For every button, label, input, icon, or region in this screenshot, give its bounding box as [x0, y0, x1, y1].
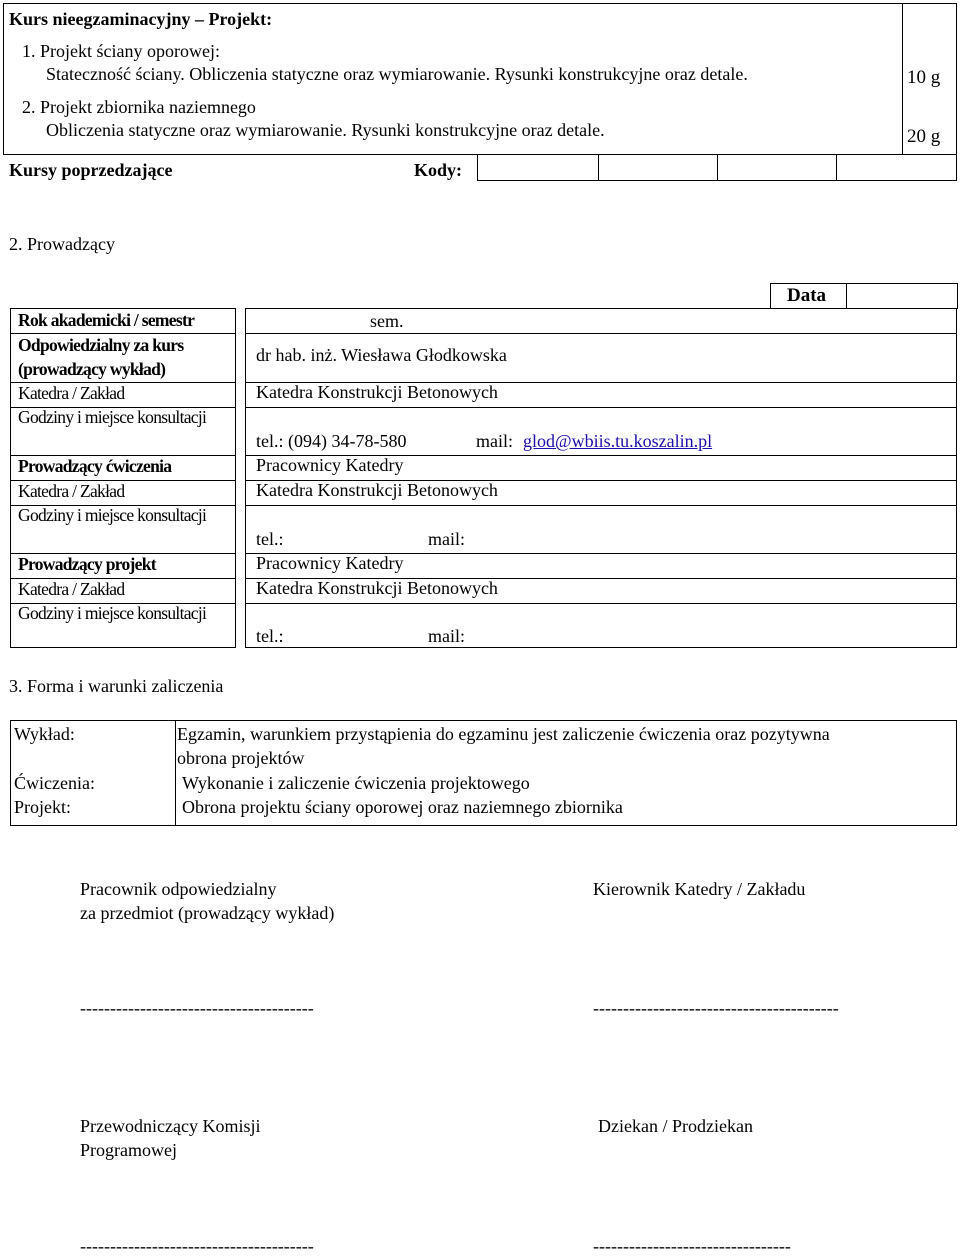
forma-divider: [175, 721, 176, 825]
section-3-title: 3. Forma i warunki zaliczenia: [9, 676, 224, 696]
dept3-label: Katedra / Zakład: [18, 579, 125, 599]
code-box-separator: [836, 155, 837, 180]
tel2: tel.:: [256, 529, 284, 549]
hours1-label: Godziny i miejsce konsultacji: [18, 407, 207, 427]
sig-dean-dash: ---------------------------------: [593, 1236, 791, 1256]
project-label: Projekt:: [14, 797, 71, 817]
exer-value: Pracownicy Katedry: [256, 455, 404, 475]
lecture-value-2: obrona projektów: [177, 748, 305, 768]
mail3-label: mail:: [428, 626, 465, 646]
dept1-label: Katedra / Zakład: [18, 383, 125, 403]
cell-year-value: [245, 308, 957, 334]
course-item-2-title: 2. Projekt zbiornika naziemnego: [22, 97, 256, 117]
exer-label: Prowadzący ćwiczenia: [18, 456, 172, 476]
course-item-2-desc: Obliczenia statyczne oraz wymiarowanie. Rysunki konstrukcyjne oraz detale.: [46, 120, 605, 140]
resp-value: dr hab. inż. Wiesława Głodkowska: [256, 345, 507, 365]
year-value: sem.: [370, 311, 404, 331]
course-header: Kurs nieegzaminacyjny – Projekt:: [9, 9, 273, 29]
sig-head-dash: -----------------------------------------: [593, 998, 839, 1018]
year-label: Rok akademicki / semestr: [18, 310, 195, 330]
sig-committee-line-1: Przewodniczący Komisji: [80, 1116, 261, 1136]
hours-value-2: 20 g: [907, 126, 941, 147]
sig-lecturer-line-2: za przedmiot (prowadzący wykład): [80, 903, 335, 923]
resp-label-2: (prowadzący wykład): [18, 359, 166, 379]
sig-lecturer-line-1: Pracownik odpowiedzialny: [80, 879, 277, 899]
codes-label: Kody:: [414, 160, 463, 180]
hours2-label: Godziny i miejsce konsultacji: [18, 505, 207, 525]
section-2-title: 2. Prowadzący: [9, 234, 115, 254]
mail1-link[interactable]: glod@wbiis.tu.koszalin.pl: [523, 431, 713, 451]
cell-hours3-value: [245, 603, 957, 648]
project-value: Obrona projektu ściany oporowej oraz naziemnego zbiornika: [182, 797, 623, 817]
tel3: tel.:: [256, 626, 284, 646]
sig-lecturer-dash: ---------------------------------------: [80, 998, 314, 1018]
exercises-label: Ćwiczenia:: [14, 773, 95, 793]
hours3-label: Godziny i miejsce konsultacji: [18, 603, 207, 623]
code-box-separator: [717, 155, 718, 180]
dept2-value: Katedra Konstrukcji Betonowych: [256, 480, 498, 500]
lecture-label: Wykład:: [14, 724, 75, 744]
tel1: tel.: (094) 34-78-580: [256, 431, 407, 451]
cell-hours2-value: [245, 505, 957, 554]
proj-value: Pracownicy Katedry: [256, 553, 404, 573]
sig-committee-line-2: Programowej: [80, 1140, 177, 1160]
mail2-label: mail:: [428, 529, 465, 549]
sig-head-line-1: Kierownik Katedry / Zakładu: [593, 879, 806, 899]
codes-input-strip: [477, 154, 957, 181]
date-value-box: [846, 283, 958, 309]
course-item-1-desc: Stateczność ściany. Obliczenia statyczne oraz wymiarowanie. Rysunki konstrukcyjne oraz detale.: [46, 64, 748, 84]
dept3-value: Katedra Konstrukcji Betonowych: [256, 578, 498, 598]
dept1-value: Katedra Konstrukcji Betonowych: [256, 382, 498, 402]
resp-label-1: Odpowiedzialny za kurs: [18, 335, 184, 355]
mail1-label: mail:: [476, 431, 513, 451]
sig-committee-dash: ---------------------------------------: [80, 1236, 314, 1256]
dept2-label: Katedra / Zakład: [18, 481, 125, 501]
code-box-separator: [598, 155, 599, 180]
proj-label: Prowadzący projekt: [18, 554, 156, 574]
lecture-value-1: Egzamin, warunkiem przystąpienia do egzaminu jest zaliczenie ćwiczenia oraz pozytywna: [177, 724, 830, 744]
hours-value-1: 10 g: [907, 67, 941, 88]
course-item-1-title: 1. Projekt ściany oporowej:: [22, 41, 220, 61]
prereq-label: Kursy poprzedzające: [9, 160, 173, 180]
exercises-value: Wykonanie i zaliczenie ćwiczenia projektowego: [182, 773, 530, 793]
sig-dean-line-1: Dziekan / Prodziekan: [598, 1116, 753, 1136]
date-label: Data: [787, 285, 827, 306]
hours-divider: [902, 4, 903, 155]
